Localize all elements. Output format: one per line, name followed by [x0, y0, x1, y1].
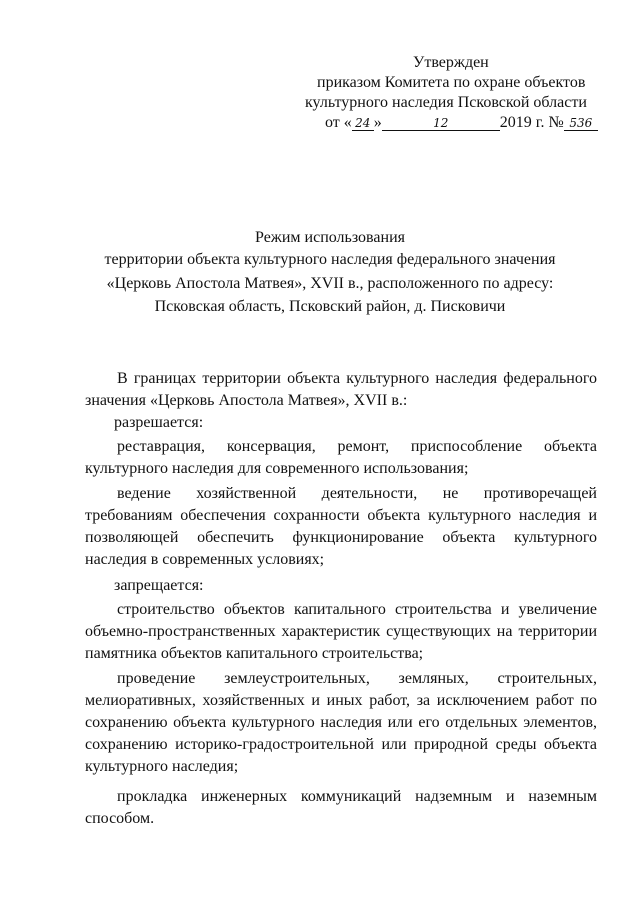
approval-date-line: [305, 113, 625, 133]
date-year: 2019 г. №: [499, 114, 564, 131]
approval-block: [305, 53, 625, 133]
handwritten-doc-number: 536: [564, 116, 598, 131]
forbidden-item-3: прокладка инженерных коммуникаций надземным и наземным способом.: [85, 788, 597, 827]
title-line-4: Псковская область, Псковский район, д. Писковичи: [154, 298, 506, 315]
title-line-3: «Церковь Апостола Матвея», XVII в., расположенного по адресу:: [106, 275, 554, 292]
handwritten-day: 24: [352, 116, 374, 131]
handwritten-month: 12: [382, 116, 500, 131]
allowed-item-1: реставрация, консервация, ремонт, приспособление объекта культурного наследия для современного использования;: [85, 438, 597, 477]
title-line-2: территории объекта культурного наследия федерального значения: [104, 251, 556, 268]
date-prefix: от «: [325, 114, 352, 131]
forbidden-heading: запрещается:: [114, 577, 204, 594]
document-title: Режим использования: [255, 229, 405, 246]
approval-line-1: Утвержден: [413, 54, 489, 71]
approval-line-3: культурного наследия Псковской области: [305, 94, 587, 111]
forbidden-item-1: строительство объектов капитального строительства и увеличение объемно-пространственных характеристик существующих на территории памятника объектов капитального строительства;: [85, 601, 597, 662]
allowed-item-2: ведение хозяйственной деятельности, не противоречащей требованиям обеспечения сохранности объекта культурного наследия и позволяющей обеспечить функционирование объекта культурного наследия в современных условиях;: [85, 485, 597, 568]
allowed-heading: разрешается:: [114, 414, 204, 431]
forbidden-item-2: проведение землеустроительных, земляных, строительных, мелиоративных, хозяйственных и иных работ, за исключением работ по сохранению объекта культурного наследия или его отдельных элементов, сохранению историко-градостроительной или природной среды объекта культурного наследия;: [85, 670, 597, 775]
date-mid: »: [373, 114, 382, 131]
intro-paragraph: В границах территории объекта культурного наследия федерального значения «Церковь Апостола Матвея», XVII в.:: [85, 370, 597, 409]
approval-line-2: приказом Комитета по охране объектов: [317, 74, 586, 91]
